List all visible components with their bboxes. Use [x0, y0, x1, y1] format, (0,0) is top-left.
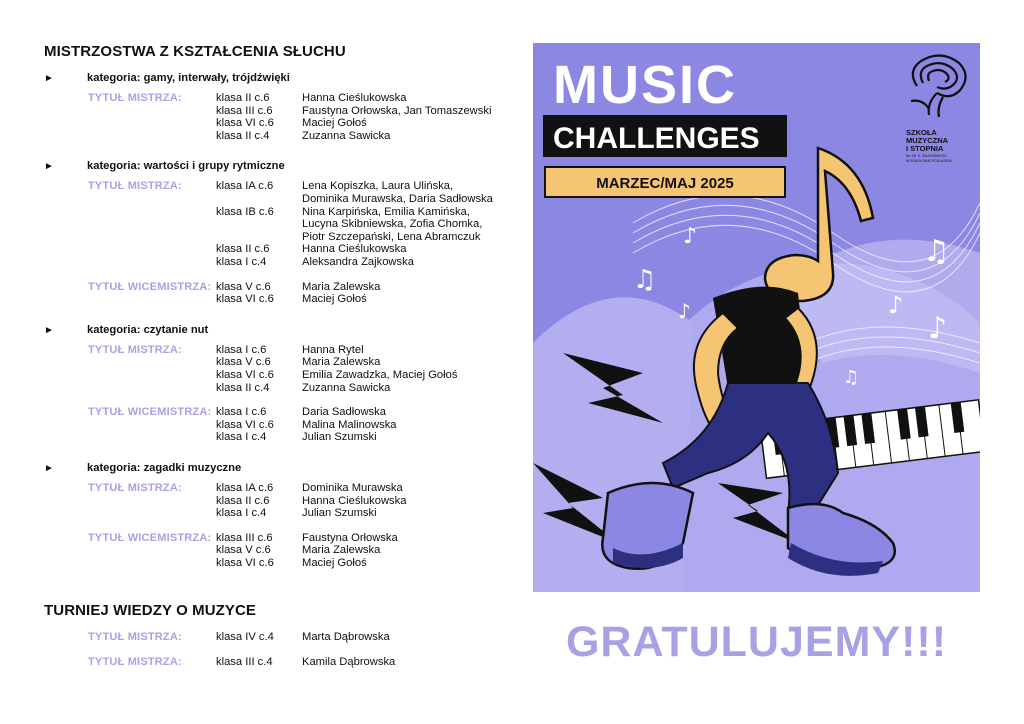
svg-text:♪: ♪: [928, 311, 948, 346]
svg-text:♫: ♫: [923, 234, 950, 269]
winner-names: Faustyna Orłowska, Jan Tomaszewski: [302, 104, 492, 117]
winner-names: Aleksandra Zajkowska: [302, 256, 414, 268]
class-label: klasa I c.6: [216, 343, 267, 356]
class-label: klasa V c.6: [216, 280, 271, 293]
class-label: klasa III c.6: [216, 531, 273, 544]
class-label: klasa II c.6: [216, 494, 270, 507]
class-label: klasa III c.6: [216, 104, 273, 117]
winner-names: Julian Szumski: [302, 507, 377, 520]
winner-names: Maria Zalewska: [302, 544, 381, 557]
winner-names: Zuzanna Sawicka: [302, 381, 391, 394]
winner-names: Hanna Cieślukowska: [302, 243, 407, 256]
school-line-2: MUZYCZNA: [906, 136, 949, 145]
congratulations-text: GRATULUJEMY!!!: [565, 618, 948, 666]
svg-text:♫: ♫: [633, 265, 657, 295]
winner-names: Emilia Zawadzka, Maciej Gołoś: [302, 369, 458, 381]
award-title: TYTUŁ MISTRZA:: [88, 656, 182, 668]
category-label: [44, 324, 208, 336]
winner-names: Nina Karpińska, Emilia Kamińska,: [302, 205, 470, 218]
class-label: klasa I c.4: [216, 431, 267, 444]
award-title: TYTUŁ MISTRZA:: [88, 180, 182, 193]
category-label: [44, 72, 290, 84]
category-label: [44, 462, 241, 474]
poster-title-music: MUSIC: [553, 55, 737, 115]
winner-names: Kamila Dąbrowska: [302, 656, 396, 668]
category-text: kategoria: zagadki muzyczne: [87, 462, 242, 474]
class-label: klasa VI c.6: [216, 293, 274, 306]
class-label: klasa III c.4: [216, 656, 273, 668]
winner-names: Dominika Murawska: [302, 482, 403, 494]
winner-names: Dominika Murawska, Daria Sadłowska: [302, 193, 493, 205]
winner-names: Maciej Gołoś: [302, 557, 367, 569]
class-label: klasa IA c.6: [216, 482, 274, 494]
award-title: TYTUŁ WICEMISTRZA:: [88, 280, 212, 293]
winner-names: Marta Dąbrowska: [302, 631, 390, 643]
class-label: klasa I c.4: [216, 256, 267, 268]
award-title: TYTUŁ MISTRZA:: [88, 631, 182, 643]
category-text: kategoria: gamy, interwały, trójdźwięki: [87, 72, 290, 84]
school-small-2: W SOKOŁOWIE PODLASKIM: [906, 159, 952, 163]
class-label: klasa IV c.4: [216, 631, 274, 643]
class-label: klasa IA c.6: [216, 180, 274, 193]
winner-names: Maria Zalewska: [302, 280, 381, 293]
bullet-arrow-icon: ►: [44, 73, 54, 84]
winner-names: Faustyna Orłowska: [302, 531, 398, 544]
class-label: klasa VI c.6: [216, 369, 274, 381]
class-label: klasa V c.6: [216, 544, 271, 557]
winner-names: Maciej Gołoś: [302, 117, 367, 130]
winner-names: Lucyna Skibniewska, Zofia Chomka,: [302, 218, 483, 231]
winner-names: Lena Kopiszka, Laura Ulińska,: [302, 180, 454, 193]
poster-title-challenges: CHALLENGES: [553, 122, 760, 155]
award-title: TYTUŁ MISTRZA:: [88, 343, 182, 356]
winner-names: Malina Malinowska: [302, 418, 397, 431]
svg-text:♪: ♪: [888, 291, 904, 319]
school-line-1: SZKOŁA: [906, 128, 937, 137]
category-text: kategoria: czytanie nut: [87, 323, 209, 336]
winner-names: Maria Zalewska: [302, 356, 381, 369]
winner-names: Maciej Gołoś: [302, 293, 367, 306]
winner-names: Hanna Cieślukowska: [302, 494, 407, 507]
class-label: klasa I c.6: [216, 406, 267, 419]
winner-names: Julian Szumski: [302, 431, 377, 444]
music-challenges-poster: [533, 43, 980, 592]
class-label: klasa VI c.6: [216, 117, 274, 130]
winner-names: Zuzanna Sawicka: [302, 129, 391, 142]
svg-text:♫: ♫: [843, 367, 860, 388]
award-title: TYTUŁ WICEMISTRZA:: [88, 531, 212, 544]
bullet-arrow-icon: ►: [44, 463, 54, 474]
winner-names: Hanna Rytel: [302, 343, 364, 356]
bullet-arrow-icon: ►: [44, 324, 54, 336]
category-text: kategoria: wartości i grupy rytmiczne: [87, 160, 285, 173]
poster-dates: MARZEC/MAJ 2025: [596, 175, 734, 192]
award-title: TYTUŁ WICEMISTRZA:: [88, 406, 212, 419]
class-label: klasa II c.6: [216, 92, 270, 104]
class-label: klasa II c.6: [216, 243, 270, 256]
svg-text:♪: ♪: [683, 224, 698, 249]
class-label: klasa VI c.6: [216, 557, 274, 569]
class-label: klasa VI c.6: [216, 418, 274, 431]
svg-text:♪: ♪: [678, 299, 691, 323]
school-small-1: IM. KS. K. ZALEWSKIEGO: [906, 154, 947, 158]
winner-names: Hanna Cieślukowska: [302, 92, 407, 104]
bullet-arrow-icon: ►: [44, 161, 54, 173]
heading-music-knowledge-tournament: TURNIEJ WIEDZY O MUZYCE: [44, 602, 257, 619]
award-title: TYTUŁ MISTRZA:: [88, 92, 182, 104]
class-label: klasa V c.6: [216, 356, 271, 369]
category-label: [44, 160, 285, 172]
heading-ear-training: MISTRZOSTWA Z KSZTAŁCENIA SŁUCHU: [44, 43, 346, 60]
class-label: klasa II c.4: [216, 381, 270, 394]
school-line-3: I STOPNIA: [906, 144, 944, 153]
class-label: klasa IB c.6: [216, 205, 274, 218]
winner-names: Daria Sadłowska: [302, 406, 386, 419]
class-label: klasa II c.4: [216, 129, 270, 142]
winner-names: Piotr Szczepański, Lena Abramczuk: [302, 230, 481, 243]
award-title: TYTUŁ MISTRZA:: [88, 482, 182, 494]
class-label: klasa I c.4: [216, 507, 267, 520]
